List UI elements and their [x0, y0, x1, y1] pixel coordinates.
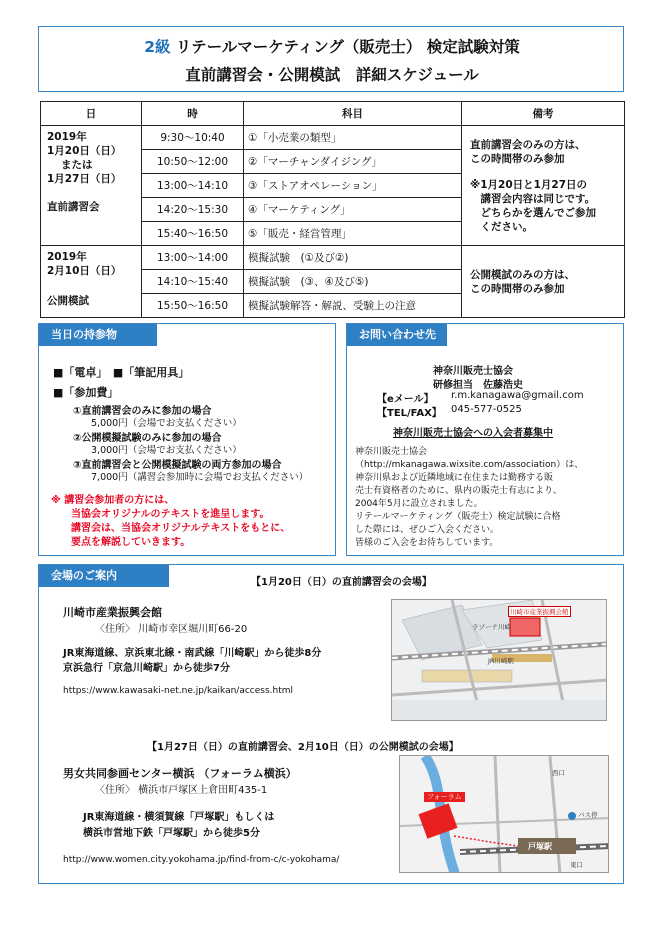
venue1-access-2: 京浜急行「京急川崎駅」から徒歩7分: [63, 663, 230, 674]
bring-item-calculator: ■「電卓」 ■「筆記用具」: [53, 366, 190, 379]
day-cell-mock: [41, 246, 142, 318]
note-cell-lecture: [462, 126, 625, 246]
email-label: 【eメール】: [377, 394, 434, 405]
note-line: ください。: [470, 220, 533, 233]
fee-label: ③直前講習会と公開模擬試験の両方参加の場合: [73, 460, 282, 471]
title-line-2: 直前講習会・公開模試 詳細スケジュール: [185, 66, 479, 84]
day-line: 2019年: [47, 251, 87, 263]
contact-person: 研修担当 佐藤浩史: [433, 380, 523, 391]
title-box: [38, 26, 624, 92]
map1-station-label: JR川崎駅: [488, 657, 514, 665]
day-label: 公開模試: [47, 295, 89, 307]
about-line: 神奈川県および近隣地域に在住または勤務する販: [355, 473, 554, 483]
note-line: どちらかを選んでご参加: [470, 206, 596, 219]
tel-label: 【TEL/FAX】: [377, 408, 442, 419]
subject-cell: 模擬試験 (①及び②): [244, 246, 462, 270]
subject-cell: ④「マーケティング」: [244, 198, 462, 222]
time-cell: 9:30〜10:40: [142, 126, 244, 150]
map1-area-label: ラゾーナ川崎: [472, 623, 511, 631]
note-cell-mock: [462, 246, 625, 318]
notice-line: 要点を解説していきます。: [71, 537, 191, 548]
email-value[interactable]: r.m.kanagawa@gmail.com: [451, 390, 584, 401]
time-cell: 13:00〜14:00: [142, 246, 244, 270]
day-line: 2月10日（日）: [47, 265, 122, 277]
subject-cell: ③「ストアオペレーション」: [244, 174, 462, 198]
venue1-address: 〈住所〉 川崎市幸区堀川町66-20: [95, 624, 248, 635]
header-time: 時: [142, 102, 244, 126]
map1-building-label: 川崎市産業振興会館: [510, 608, 569, 616]
recruit-heading: 神奈川販売士協会への入会者募集中: [393, 428, 553, 439]
venue-panel: [38, 564, 624, 884]
venue2-url[interactable]: http://www.women.city.yokohama.jp/find-from-c/c-yokohama/: [63, 855, 340, 865]
map2-forum-label: フォーラム: [424, 792, 465, 802]
fee-amount: 3,000円（会場でお支払ください）: [91, 445, 242, 456]
contact-panel: [346, 323, 624, 556]
contact-org: 神奈川販売士協会: [433, 366, 513, 377]
about-line: 神奈川販売士協会: [355, 447, 428, 457]
time-cell: 10:50〜12:00: [142, 150, 244, 174]
subject-cell: ⑤「販売・経営管理」: [244, 222, 462, 246]
note-line: この時間帯のみ参加: [470, 152, 565, 165]
bring-panel: [38, 323, 336, 556]
subject-cell: 模擬試験 (③、④及び⑤): [244, 270, 462, 294]
fee-label: ②公開模擬試験のみに参加の場合: [73, 433, 222, 444]
note-line: この時間帯のみ参加: [470, 282, 565, 295]
venue1-access-1: JR東海道線、京浜東北線・南武線「川崎駅」から徒歩8分: [63, 648, 322, 659]
day-line: 1月20日（日）: [47, 145, 122, 157]
map2-station-label: 戸塚駅: [528, 842, 552, 851]
about-line: 売士有資格者のために、県内の販売士有志により、: [355, 486, 563, 496]
notice-line: ※ 講習会参加者の方には、: [51, 495, 175, 506]
venue1-name: 川崎市産業振興会館: [63, 606, 162, 619]
venue2-access-1: JR東海道線・横須賀線「戸塚駅」もしくは: [83, 812, 275, 823]
fee-label: ①直前講習会のみに参加の場合: [73, 406, 212, 417]
about-line: 2004年5月に設立されました。: [355, 499, 483, 509]
time-cell: 15:50〜16:50: [142, 294, 244, 318]
notice-line: 当協会オリジナルのテキストを進呈します。: [71, 509, 270, 520]
venue2-caption: 【1月27日（日）の直前講習会、2月10日（日）の公開模試の会場】: [147, 742, 459, 753]
note-line: 直前講習会のみの方は、: [470, 138, 586, 151]
map2-bus-label: バス停: [578, 811, 598, 819]
day-label: 直前講習会: [47, 201, 100, 213]
title-line-1: [39, 35, 625, 57]
day-line: 1月27日（日）: [47, 173, 122, 185]
header-note: 備考: [462, 102, 625, 126]
map2-west-label: 西口: [552, 769, 565, 777]
map2-east-label: 東口: [570, 861, 583, 869]
venue2-address: 〈住所〉 横浜市戸塚区上倉田町435-1: [95, 785, 268, 796]
map-totsuka: [399, 755, 609, 873]
note-line: ※1月20日と1月27日の: [470, 178, 588, 191]
about-line: 皆様のご入会をお待ちしています。: [355, 538, 499, 548]
bring-item-fee: ■「参加費」: [53, 386, 119, 399]
note-line: 公開模試のみの方は、: [470, 268, 575, 281]
about-line: リテールマーケティング（販売士）検定試験に合格: [355, 512, 561, 522]
map-kawasaki: [391, 599, 607, 721]
day-line: または: [61, 159, 93, 171]
venue1-caption: 【1月20日（日）の直前講習会の会場】: [251, 577, 432, 588]
venue1-url[interactable]: https://www.kawasaki-net.ne.jp/kaikan/access.html: [63, 686, 294, 696]
about-line: した際には、ぜひご入会ください。: [355, 525, 500, 535]
notice-line: 講習会は、当協会オリジナルテキストをもとに、: [71, 523, 291, 534]
header-subject: 科目: [244, 102, 462, 126]
subject-cell: ②「マーチャンダイジング」: [244, 150, 462, 174]
time-cell: 14:20〜15:30: [142, 198, 244, 222]
venue2-name: 男女共同参画センター横浜 （フォーラム横浜）: [63, 767, 297, 780]
header-day: 日: [41, 102, 142, 126]
fee-amount: 5,000円（会場でお支払ください）: [91, 418, 242, 429]
subject-cell: ①「小売業の類型」: [244, 126, 462, 150]
day-cell-lecture: [41, 126, 142, 246]
note-line: 講習会内容は同じです。: [470, 192, 596, 205]
day-line: 2019年: [47, 131, 87, 143]
about-line: （http://mkanagawa.wixsite.com/association）は、: [355, 460, 584, 470]
time-cell: 14:10〜15:40: [142, 270, 244, 294]
venue-heading: 会場のご案内: [39, 565, 169, 587]
schedule-table: [40, 101, 625, 318]
bring-heading: 当日の持参物: [39, 324, 157, 346]
title-grade: 2級: [144, 38, 171, 56]
tel-value: 045-577-0525: [451, 404, 522, 415]
contact-heading: お問い合わせ先: [347, 324, 447, 346]
time-cell: 15:40〜16:50: [142, 222, 244, 246]
venue2-access-2: 横浜市営地下鉄「戸塚駅」から徒歩5分: [83, 828, 260, 839]
subject-cell: 模擬試験解答・解説、受験上の注意: [244, 294, 462, 318]
title-line-1-text: リテールマーケティング（販売士） 検定試験対策: [170, 38, 520, 56]
fee-amount: 7,000円（講習会参加時に会場でお支払ください）: [91, 472, 309, 483]
time-cell: 13:00〜14:10: [142, 174, 244, 198]
